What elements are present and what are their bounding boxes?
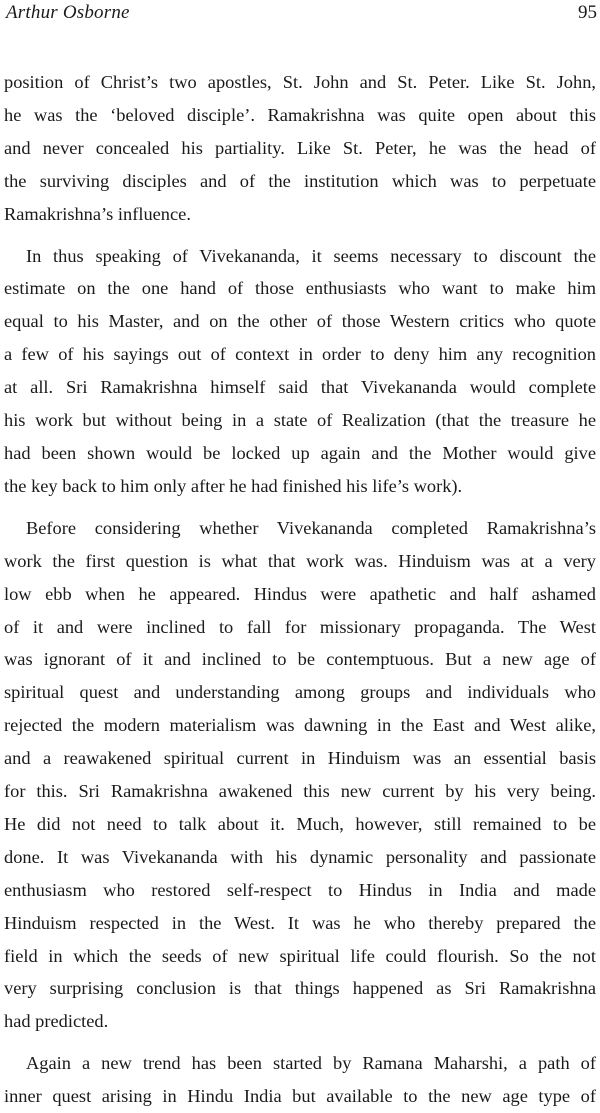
text-line: a few of his sayings out of context in order to deny him any recognition xyxy=(4,344,596,365)
text-line: He did not need to talk about it. Much, however, still remained to be xyxy=(4,813,596,834)
text-line: was ignorant of it and inclined to be contemptuous. But a new age of xyxy=(4,649,596,670)
text-line: inner quest arising in Hindu India but available to the new age type of xyxy=(4,1086,596,1107)
text-line: equal to his Master, and on the other of those Western critics who quote xyxy=(4,311,596,332)
text-line: Again a new trend has been started by Ramana Maharshi, a path of xyxy=(26,1053,596,1074)
text-line: Ramakrishna’s influence. xyxy=(4,203,191,224)
text-line: rejected the modern materialism was dawning in the East and West alike, xyxy=(4,715,596,736)
paragraph xyxy=(4,240,596,503)
text-line: at all. Sri Ramakrishna himself said that Vivekananda would complete xyxy=(4,377,596,398)
paragraph xyxy=(4,512,596,1039)
text-line: the key back to him only after he had finished his life’s work). xyxy=(4,475,463,496)
text-line: In thus speaking of Vivekananda, it seems necessary to discount the xyxy=(26,245,596,266)
text-line: he was the ‘beloved disciple’. Ramakrishna was quite open about this xyxy=(4,104,596,125)
text-line: had predicted. xyxy=(4,1011,109,1032)
text-line: of it and were inclined to fall for missionary propaganda. The West xyxy=(4,616,596,637)
text-line: for this. Sri Ramakrishna awakened this new current by his very being. xyxy=(4,781,596,802)
text-line: spiritual quest and understanding among groups and individuals who xyxy=(4,682,596,703)
page-number: 95 xyxy=(578,2,597,23)
text-line: and never concealed his partiality. Like St. Peter, he was the head of xyxy=(4,137,596,158)
text-line: the surviving disciples and of the institution which was to perpetuate xyxy=(4,170,596,191)
text-line: done. It was Vivekananda with his dynamic personality and passionate xyxy=(4,846,596,867)
body-text xyxy=(4,66,596,1113)
text-line: work the first question is what that work was. Hinduism was at a very xyxy=(4,550,596,571)
text-line: had been shown would be locked up again and the Mother would give xyxy=(4,442,596,463)
paragraph xyxy=(4,1047,596,1113)
text-line: position of Christ’s two apostles, St. John and St. Peter. Like St. John, xyxy=(4,72,596,92)
text-line: and a reawakened spiritual current in Hinduism was an essential basis xyxy=(4,748,596,769)
text-line: low ebb when he appeared. Hindus were apathetic and half ashamed xyxy=(4,583,596,604)
running-head xyxy=(0,0,600,30)
paragraph xyxy=(4,66,596,231)
text-line: very surprising conclusion is that things happened as Sri Ramakrishna xyxy=(4,978,596,999)
text-line: enthusiasm who restored self-respect to Hindus in India and made xyxy=(4,879,596,900)
text-line: Hinduism respected in the West. It was he who thereby prepared the xyxy=(4,912,596,933)
running-head-author: Arthur Osborne xyxy=(6,2,130,23)
text-line: his work but without being in a state of Realization (that the treasure he xyxy=(4,410,596,431)
text-line: Before considering whether Vivekananda completed Ramakrishna’s xyxy=(26,517,596,538)
text-line: field in which the seeds of new spiritual life could flourish. So the not xyxy=(4,945,596,966)
text-line: estimate on the one hand of those enthusiasts who want to make him xyxy=(4,278,596,299)
